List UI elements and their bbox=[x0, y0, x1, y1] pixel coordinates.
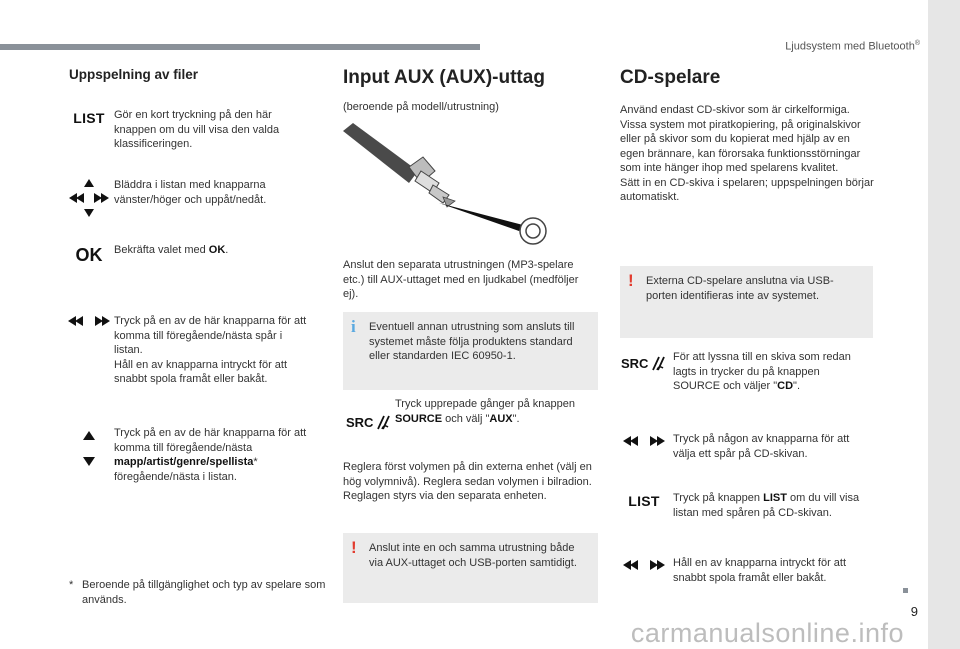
footnote: * Beroende på tillgänglighet och typ av spelare som används. bbox=[69, 579, 326, 606]
row-cd-tracks-text: Tryck på någon av knapparna för att välja ett spår på CD-skivan. bbox=[673, 433, 850, 460]
top-rule bbox=[0, 44, 480, 50]
row-navigate-text: Bläddra i listan med knapparna vänster/höger och uppåt/nedåt. bbox=[114, 179, 267, 206]
list-button-icon: LIST bbox=[73, 110, 105, 126]
src-button-icon bbox=[346, 413, 392, 431]
svg-text:SRC: SRC bbox=[346, 415, 374, 430]
row-up-down-text: Tryck på en av de här knapparna för att komma till föregående/nästa mapp/artist/genre/spellista* föregående/nästa i listan. bbox=[114, 427, 307, 483]
row-prev-next-text: Tryck på en av de här knapparna för att komma till föregående/nästa spår i listan. Håll en av knapparna intryckt för att snabbt spola framåt eller bakåt. bbox=[114, 315, 307, 385]
warning-icon: ! bbox=[351, 538, 357, 557]
section-title-cd: CD-spelare bbox=[620, 67, 721, 88]
aux-subtitle: (beroende på modell/utrustning) bbox=[343, 101, 499, 113]
aux-jack-illustration bbox=[343, 123, 553, 248]
cd-para1: Använd endast CD-skivor som är cirkelformiga. Vissa system mot piratkopiering, på originalskivor eller på skivor som du kopierat med hjälp av en egen brännare, kan förorsaka funktionsstörningar som inte hänger ihop med spelarens kvalitet. Sätt in en CD-skiva i spelaren; uppspelningen börjar automatiskt. bbox=[620, 104, 874, 203]
warning-icon: ! bbox=[628, 271, 634, 290]
row-prev-next bbox=[64, 314, 334, 387]
row-ok-text: Bekräfta valet med OK. bbox=[114, 244, 229, 256]
row-src-cd-text: För att lyssna till en skiva som redan lagts in trycker du på knappen SOURCE och väljer "CD". bbox=[673, 351, 851, 392]
up-down-arrows-icon bbox=[79, 426, 99, 470]
row-cd-seek-text: Håll en av knapparna intryckt för att snabbt spola framåt eller bakåt. bbox=[673, 557, 847, 584]
row-navigate bbox=[64, 176, 334, 220]
prev-next-arrows-icon bbox=[622, 558, 666, 572]
svg-text:SRC: SRC bbox=[621, 356, 649, 371]
row-list bbox=[64, 108, 334, 152]
page-marker bbox=[903, 588, 908, 593]
watermark: carmanualsonline.info bbox=[630, 618, 904, 648]
prev-next-arrows-icon bbox=[622, 434, 666, 448]
row-cd-list-text: Tryck på knappen LIST om du vill visa listan med spåren på CD-skivan. bbox=[673, 492, 860, 519]
ok-button-icon: OK bbox=[75, 245, 103, 265]
row-cd-seek bbox=[615, 556, 875, 585]
page-number: 9 bbox=[910, 604, 918, 619]
page-header: Ljudsystem med Bluetooth® bbox=[785, 40, 920, 53]
section-title-aux: Input AUX (AUX)-uttag bbox=[343, 67, 545, 88]
note-warning-cd: ! Externa CD-spelare anslutna via USB-porten identifieras inte av systemet. bbox=[620, 266, 873, 338]
section-heading-playback: Uppspelning av filer bbox=[69, 67, 199, 82]
list-button-icon: LIST bbox=[628, 493, 660, 509]
row-cd-tracks bbox=[615, 432, 875, 461]
note-warning-aux: ! Anslut inte en och samma utrustning både via AUX-uttaget och USB-porten samtidigt. bbox=[343, 533, 598, 603]
page-sidebar bbox=[928, 0, 960, 649]
row-src-aux-text: Tryck upprepade gånger på knappen SOURCE och välj "AUX". bbox=[395, 398, 575, 425]
four-way-arrows-icon bbox=[67, 176, 111, 220]
row-ok bbox=[64, 243, 334, 266]
note-info: i Eventuell annan utrustning som ansluts till systemet måste följa produktens standard eller standarden IEC 60950-1. bbox=[343, 312, 598, 390]
aux-para2: Reglera först volymen på din externa enhet (välj en hög volymnivå). Reglera sedan volymen i bilradion. Reglagen styrs via den separata enheten. bbox=[343, 461, 592, 502]
src-button-icon bbox=[621, 354, 667, 372]
row-cd-list bbox=[615, 491, 875, 520]
aux-para1: Anslut den separata utrustningen (MP3-spelare etc.) till AUX-uttaget med en ljudkabel (medföljer ej). bbox=[343, 259, 579, 300]
prev-next-arrows-icon bbox=[67, 314, 111, 328]
row-src-aux bbox=[343, 397, 598, 431]
row-list-text: Gör en kort tryckning på den här knappen om du vill visa den valda klassificeringen. bbox=[114, 109, 280, 150]
row-up-down bbox=[64, 426, 334, 484]
row-src-cd bbox=[615, 350, 875, 394]
info-icon: i bbox=[351, 317, 356, 336]
